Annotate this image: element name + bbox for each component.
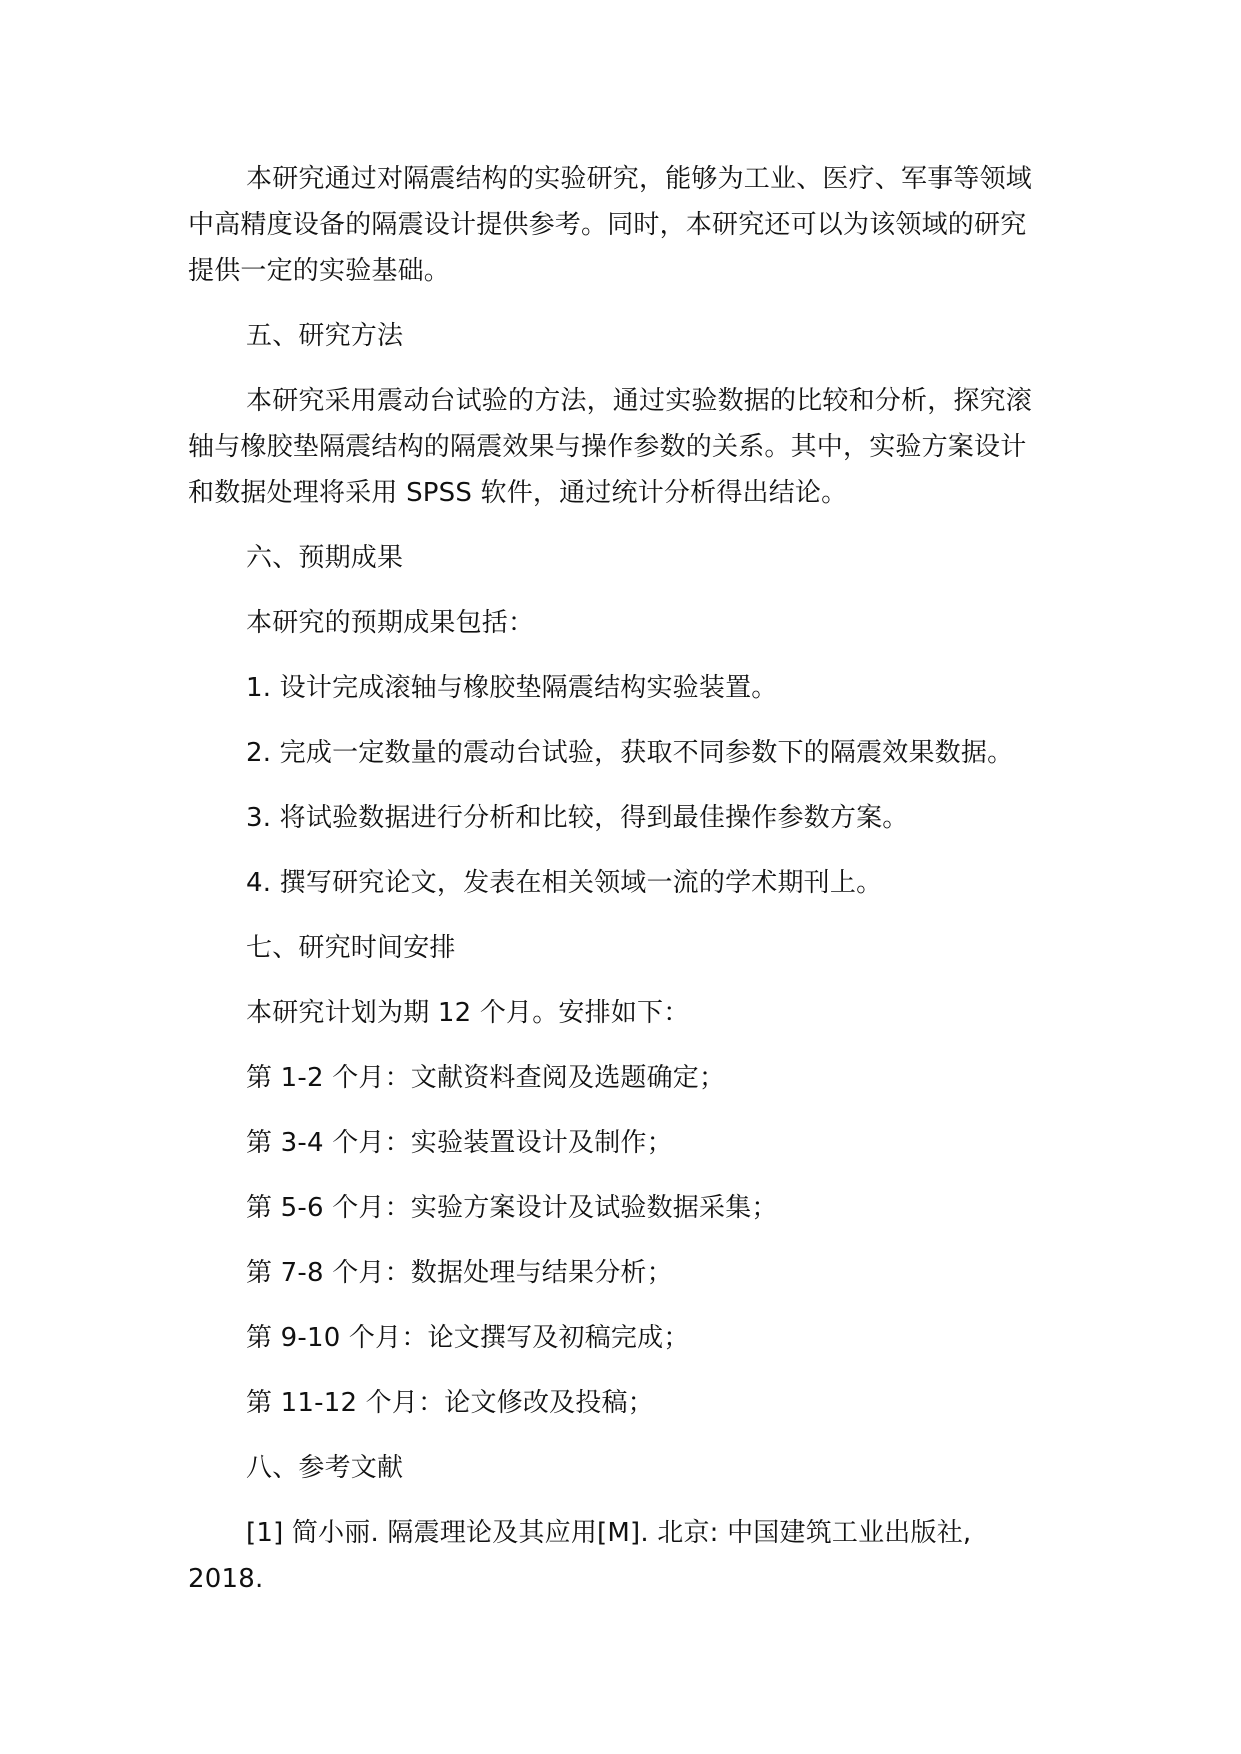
schedule-item: 第 9-10 个月：论文撰写及初稿完成； [246,1323,690,1353]
expected-results-intro: 本研究的预期成果包括： [246,608,535,638]
methods-paragraph: 本研究采用震动台试验的方法，通过实验数据的比较和分析，探究滚轴与橡胶垫隔震结构的隔震效果与操作参数的关系。其中，实验方案设计和数据处理将采用 SPSS 软件，通过统计分析得出结论。 [188,386,1033,508]
section-heading-methods: 五、研究方法 [246,321,404,351]
schedule-item: 第 7-8 个月：数据处理与结果分析； [246,1258,673,1288]
significance-paragraph: 本研究通过对隔震结构的实验研究，能够为工业、医疗、军事等领域中高精度设备的隔震设计提供参考。同时，本研究还可以为该领域的研究提供一定的实验基础。 [188,164,1033,286]
section-heading-expected-results: 六、预期成果 [246,543,404,573]
section-heading-schedule: 七、研究时间安排 [246,933,456,963]
schedule-item: 第 1-2 个月：文献资料查阅及选题确定； [246,1063,726,1093]
schedule-item: 第 11-12 个月：论文修改及投稿； [246,1388,654,1418]
schedule-item: 第 3-4 个月：实验装置设计及制作； [246,1128,673,1158]
reference-entry: [1] 简小丽. 隔震理论及其应用[M]. 北京: 中国建筑工业出版社, 2018. [188,1518,972,1594]
expected-result-item: 3. 将试验数据进行分析和比较，得到最佳操作参数方案。 [246,803,909,833]
schedule-item: 第 5-6 个月：实验方案设计及试验数据采集； [246,1193,778,1223]
section-heading-references: 八、参考文献 [246,1453,404,1483]
expected-result-item: 1. 设计完成滚轴与橡胶垫隔震结构实验装置。 [246,673,778,703]
expected-result-item: 4. 撰写研究论文，发表在相关领域一流的学术期刊上。 [246,868,883,898]
expected-result-item: 2. 完成一定数量的震动台试验，获取不同参数下的隔震效果数据。 [246,738,1014,768]
schedule-intro: 本研究计划为期 12 个月。安排如下： [246,998,690,1028]
document-body [188,156,1042,1602]
